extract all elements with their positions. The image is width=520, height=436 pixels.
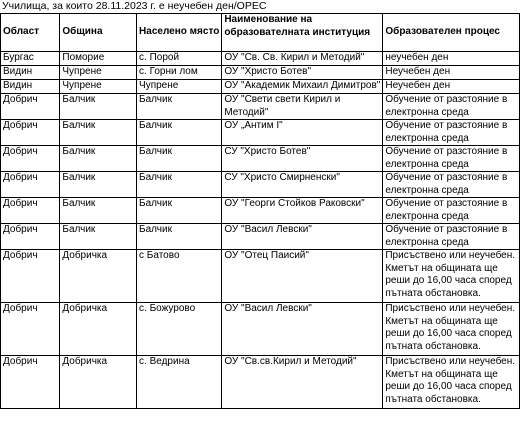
cell-municipality: Балчик xyxy=(60,224,137,250)
cell-process: Неучебен ден xyxy=(383,80,520,94)
cell-process: Обучение от разстояние в електронна среда xyxy=(383,120,520,146)
cell-region: Бургас xyxy=(1,52,60,66)
cell-process: Обучение от разстояние в електронна среда xyxy=(383,172,520,198)
table-row xyxy=(1,250,520,303)
cell-region: Видин xyxy=(1,66,60,80)
cell-municipality: Добричка xyxy=(60,303,137,356)
cell-municipality: Добричка xyxy=(60,356,137,409)
cell-settlement: с. Горни лом xyxy=(137,66,222,80)
table-row xyxy=(1,198,520,224)
cell-process: Обучение от разстояние в електронна среда xyxy=(383,146,520,172)
header-row xyxy=(1,14,520,52)
table-row xyxy=(1,52,520,66)
cell-municipality: Балчик xyxy=(60,146,137,172)
cell-region: Видин xyxy=(1,80,60,94)
cell-settlement: с. Ведрина xyxy=(137,356,222,409)
cell-municipality: Чупрене xyxy=(60,80,137,94)
table-row xyxy=(1,224,520,250)
cell-settlement: Балчик xyxy=(137,224,222,250)
schools-table xyxy=(0,13,520,409)
header-municipality: Община xyxy=(60,14,137,52)
cell-institution: ОУ "Свети свети Кирил и Методий" xyxy=(222,94,383,120)
cell-process: Присъствено или неучебен. Кметът на общината ще реши до 16,00 часа според пътната обстановка. xyxy=(383,303,520,356)
cell-settlement: Балчик xyxy=(137,198,222,224)
cell-institution: ОУ "Васил Левски" xyxy=(222,224,383,250)
table-row xyxy=(1,303,520,356)
header-settlement: Населено място xyxy=(137,14,222,52)
cell-region: Добрич xyxy=(1,250,60,303)
cell-settlement: с. Порой xyxy=(137,52,222,66)
cell-process: Обучение от разстояние в електронна среда xyxy=(383,94,520,120)
table-row xyxy=(1,66,520,80)
cell-municipality: Чупрене xyxy=(60,66,137,80)
cell-institution: ОУ "Академик Михаил Димитров" xyxy=(222,80,383,94)
cell-settlement: Балчик xyxy=(137,94,222,120)
cell-region: Добрич xyxy=(1,172,60,198)
header-institution: Наименование на образователната институция xyxy=(222,14,383,52)
cell-process: Присъствено или неучебен. Кметът на общината ще реши до 16,00 часа според пътната обстановка. xyxy=(383,356,520,409)
header-region: Област xyxy=(1,14,60,52)
table-row xyxy=(1,356,520,409)
header-process: Образователен процес xyxy=(383,14,520,52)
table-row xyxy=(1,120,520,146)
table-row xyxy=(1,94,520,120)
cell-region: Добрич xyxy=(1,94,60,120)
cell-institution: ОУ "Отец Паисий" xyxy=(222,250,383,303)
cell-institution: ОУ "Св. Св. Кирил и Методий" xyxy=(222,52,383,66)
cell-institution: ОУ "Георги Стойков Раковски" xyxy=(222,198,383,224)
cell-municipality: Добричка xyxy=(60,250,137,303)
cell-settlement: с. Божурово xyxy=(137,303,222,356)
cell-municipality: Балчик xyxy=(60,198,137,224)
cell-region: Добрич xyxy=(1,146,60,172)
cell-region: Добрич xyxy=(1,356,60,409)
cell-institution: СУ "Христо Смирненски" xyxy=(222,172,383,198)
document-caption: Училища, за които 28.11.2023 г. е неучебен ден/ОРЕС xyxy=(2,0,267,12)
cell-institution: ОУ "Христо Ботев" xyxy=(222,66,383,80)
cell-settlement: Чупрене xyxy=(137,80,222,94)
cell-process: Неучебен ден xyxy=(383,66,520,80)
cell-region: Добрич xyxy=(1,198,60,224)
cell-settlement: с Батово xyxy=(137,250,222,303)
cell-region: Добрич xyxy=(1,224,60,250)
cell-process: Обучение от разстояние в електронна среда xyxy=(383,224,520,250)
cell-institution: СУ "Христо Ботев" xyxy=(222,146,383,172)
cell-settlement: Балчик xyxy=(137,172,222,198)
cell-municipality: Балчик xyxy=(60,94,137,120)
cell-region: Добрич xyxy=(1,120,60,146)
cell-municipality: Балчик xyxy=(60,172,137,198)
table-row xyxy=(1,172,520,198)
table-row xyxy=(1,80,520,94)
cell-institution: ОУ „Антим I" xyxy=(222,120,383,146)
table-row xyxy=(1,146,520,172)
cell-process: Обучение от разстояние в електронна среда xyxy=(383,198,520,224)
cell-process: неучебен ден xyxy=(383,52,520,66)
cell-municipality: Поморие xyxy=(60,52,137,66)
cell-process: Присъствено или неучебен. Кметът на общината ще реши до 16,00 часа според пътната обстановка. xyxy=(383,250,520,303)
cell-institution: ОУ "Св.св.Кирил и Методий" xyxy=(222,356,383,409)
cell-region: Добрич xyxy=(1,303,60,356)
cell-settlement: Балчик xyxy=(137,120,222,146)
cell-institution: ОУ "Васил Левски" xyxy=(222,303,383,356)
cell-settlement: Балчик xyxy=(137,146,222,172)
cell-municipality: Балчик xyxy=(60,120,137,146)
